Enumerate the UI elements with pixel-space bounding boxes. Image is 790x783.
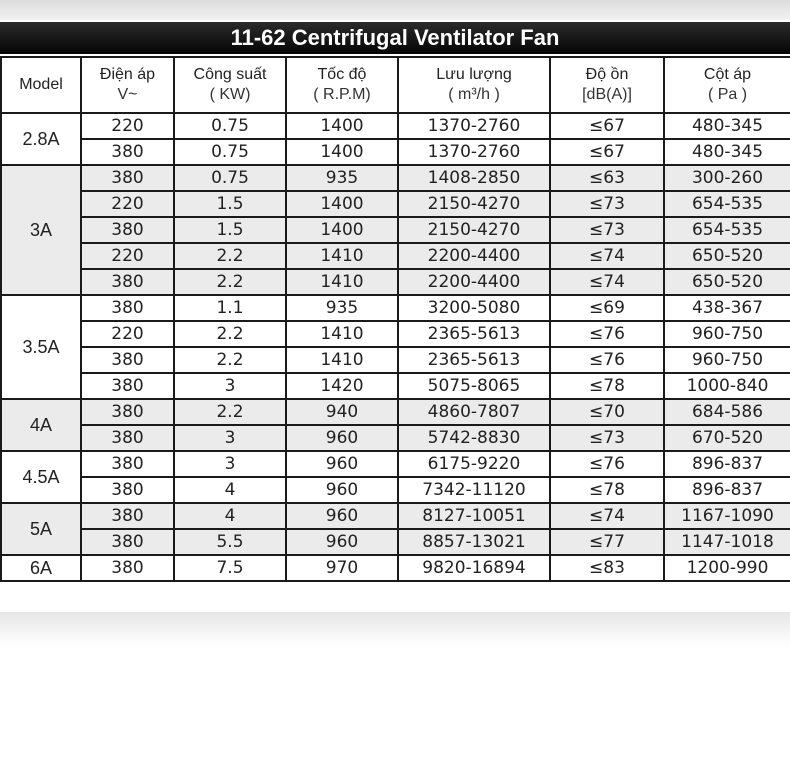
power-cell: 2.2 <box>174 321 286 347</box>
model-cell: 3A <box>1 165 81 295</box>
power-cell: 1.1 <box>174 295 286 321</box>
airflow-cell: 1408-2850 <box>398 165 550 191</box>
voltage-cell: 380 <box>81 477 174 503</box>
noise-cell: ≤73 <box>550 217 664 243</box>
table-row <box>1 217 790 243</box>
noise-cell: ≤76 <box>550 451 664 477</box>
noise-cell: ≤67 <box>550 113 664 139</box>
voltage-cell: 380 <box>81 269 174 295</box>
pressure-cell: 480-345 <box>664 113 790 139</box>
model-cell: 4A <box>1 399 81 451</box>
speed-cell: 1400 <box>286 113 398 139</box>
spec-table-body <box>1 113 790 581</box>
voltage-cell: 380 <box>81 503 174 529</box>
header-noise-label: Độ ồn <box>585 66 629 83</box>
speed-cell: 1400 <box>286 191 398 217</box>
header-noise <box>550 57 664 113</box>
speed-cell: 1400 <box>286 217 398 243</box>
pressure-cell: 1167-1090 <box>664 503 790 529</box>
pressure-cell: 960-750 <box>664 321 790 347</box>
table-row <box>1 477 790 503</box>
noise-cell: ≤78 <box>550 477 664 503</box>
noise-cell: ≤76 <box>550 321 664 347</box>
voltage-cell: 380 <box>81 347 174 373</box>
header-speed <box>286 57 398 113</box>
speed-cell: 935 <box>286 165 398 191</box>
noise-cell: ≤73 <box>550 425 664 451</box>
noise-cell: ≤73 <box>550 191 664 217</box>
airflow-cell: 2150-4270 <box>398 217 550 243</box>
pressure-cell: 650-520 <box>664 269 790 295</box>
power-cell: 2.2 <box>174 243 286 269</box>
header-model-label: Model <box>19 76 63 93</box>
voltage-cell: 380 <box>81 139 174 165</box>
power-cell: 2.2 <box>174 399 286 425</box>
voltage-cell: 220 <box>81 321 174 347</box>
voltage-cell: 220 <box>81 113 174 139</box>
table-row <box>1 113 790 139</box>
header-speed-unit: ( R.P.M) <box>313 86 371 103</box>
header-voltage <box>81 57 174 113</box>
power-cell: 2.2 <box>174 347 286 373</box>
spec-table <box>0 56 790 582</box>
voltage-cell: 380 <box>81 165 174 191</box>
voltage-cell: 220 <box>81 191 174 217</box>
table-row <box>1 191 790 217</box>
pressure-cell: 438-367 <box>664 295 790 321</box>
table-row <box>1 269 790 295</box>
header-speed-label: Tốc độ <box>317 66 367 83</box>
pressure-cell: 654-535 <box>664 191 790 217</box>
airflow-cell: 2365-5613 <box>398 321 550 347</box>
airflow-cell: 9820-16894 <box>398 555 550 581</box>
speed-cell: 960 <box>286 477 398 503</box>
airflow-cell: 8857-13021 <box>398 529 550 555</box>
model-cell: 4.5A <box>1 451 81 503</box>
airflow-cell: 4860-7807 <box>398 399 550 425</box>
header-pressure-label: Cột áp <box>703 66 752 83</box>
power-cell: 0.75 <box>174 139 286 165</box>
table-title: 11-62 Centrifugal Ventilator Fan <box>0 22 790 54</box>
airflow-cell: 2150-4270 <box>398 191 550 217</box>
pressure-cell: 670-520 <box>664 425 790 451</box>
airflow-cell: 8127-10051 <box>398 503 550 529</box>
voltage-cell: 380 <box>81 399 174 425</box>
header-voltage-label: Điện áp <box>99 66 156 83</box>
airflow-cell: 2200-4400 <box>398 243 550 269</box>
table-row <box>1 399 790 425</box>
table-row <box>1 139 790 165</box>
noise-cell: ≤76 <box>550 347 664 373</box>
pressure-cell: 480-345 <box>664 139 790 165</box>
speed-cell: 960 <box>286 529 398 555</box>
power-cell: 4 <box>174 503 286 529</box>
header-power-label: Công suất <box>193 66 267 83</box>
airflow-cell: 7342-11120 <box>398 477 550 503</box>
noise-cell: ≤70 <box>550 399 664 425</box>
airflow-cell: 1370-2760 <box>398 113 550 139</box>
header-power <box>174 57 286 113</box>
header-row <box>1 57 790 113</box>
speed-cell: 960 <box>286 503 398 529</box>
header-airflow-unit: ( m³/h ) <box>448 86 500 103</box>
header-noise-unit: [dB(A)] <box>582 86 632 103</box>
airflow-cell: 2365-5613 <box>398 347 550 373</box>
header-airflow <box>398 57 550 113</box>
pressure-cell: 1000-840 <box>664 373 790 399</box>
noise-cell: ≤74 <box>550 269 664 295</box>
table-row <box>1 373 790 399</box>
voltage-cell: 380 <box>81 451 174 477</box>
noise-cell: ≤77 <box>550 529 664 555</box>
pressure-cell: 896-837 <box>664 451 790 477</box>
power-cell: 1.5 <box>174 191 286 217</box>
power-cell: 7.5 <box>174 555 286 581</box>
pressure-cell: 896-837 <box>664 477 790 503</box>
header-pressure <box>664 57 790 113</box>
power-cell: 3 <box>174 425 286 451</box>
power-cell: 2.2 <box>174 269 286 295</box>
pressure-cell: 1147-1018 <box>664 529 790 555</box>
table-row <box>1 321 790 347</box>
speed-cell: 1410 <box>286 269 398 295</box>
speed-cell: 960 <box>286 451 398 477</box>
power-cell: 0.75 <box>174 165 286 191</box>
speed-cell: 935 <box>286 295 398 321</box>
header-airflow-label: Lưu lượng <box>436 66 512 83</box>
header-power-unit: ( KW) <box>209 86 251 103</box>
speed-cell: 970 <box>286 555 398 581</box>
model-cell: 5A <box>1 503 81 555</box>
noise-cell: ≤83 <box>550 555 664 581</box>
header-voltage-unit: V~ <box>117 86 138 103</box>
model-cell: 2.8A <box>1 113 81 165</box>
noise-cell: ≤69 <box>550 295 664 321</box>
noise-cell: ≤74 <box>550 243 664 269</box>
noise-cell: ≤78 <box>550 373 664 399</box>
pressure-cell: 684-586 <box>664 399 790 425</box>
speed-cell: 940 <box>286 399 398 425</box>
header-pressure-unit: ( Pa ) <box>707 86 748 103</box>
table-row <box>1 503 790 529</box>
speed-cell: 1410 <box>286 347 398 373</box>
power-cell: 4 <box>174 477 286 503</box>
table-row <box>1 295 790 321</box>
table-row <box>1 347 790 373</box>
pressure-cell: 650-520 <box>664 243 790 269</box>
airflow-cell: 5742-8830 <box>398 425 550 451</box>
pressure-cell: 300-260 <box>664 165 790 191</box>
airflow-cell: 6175-9220 <box>398 451 550 477</box>
power-cell: 5.5 <box>174 529 286 555</box>
table-row <box>1 243 790 269</box>
bottom-shadow <box>0 612 790 650</box>
header-model <box>1 57 81 113</box>
noise-cell: ≤63 <box>550 165 664 191</box>
voltage-cell: 380 <box>81 295 174 321</box>
pressure-cell: 1200-990 <box>664 555 790 581</box>
power-cell: 1.5 <box>174 217 286 243</box>
power-cell: 3 <box>174 451 286 477</box>
power-cell: 0.75 <box>174 113 286 139</box>
model-cell: 6A <box>1 555 81 581</box>
voltage-cell: 380 <box>81 217 174 243</box>
airflow-cell: 5075-8065 <box>398 373 550 399</box>
power-cell: 3 <box>174 373 286 399</box>
top-background-fade <box>0 0 790 22</box>
pressure-cell: 654-535 <box>664 217 790 243</box>
speed-cell: 1410 <box>286 321 398 347</box>
pressure-cell: 960-750 <box>664 347 790 373</box>
voltage-cell: 380 <box>81 555 174 581</box>
noise-cell: ≤67 <box>550 139 664 165</box>
speed-cell: 1400 <box>286 139 398 165</box>
voltage-cell: 380 <box>81 425 174 451</box>
model-cell: 3.5A <box>1 295 81 399</box>
table-row <box>1 425 790 451</box>
speed-cell: 1410 <box>286 243 398 269</box>
airflow-cell: 1370-2760 <box>398 139 550 165</box>
speed-cell: 960 <box>286 425 398 451</box>
table-row <box>1 165 790 191</box>
table-row <box>1 529 790 555</box>
voltage-cell: 220 <box>81 243 174 269</box>
airflow-cell: 2200-4400 <box>398 269 550 295</box>
speed-cell: 1420 <box>286 373 398 399</box>
airflow-cell: 3200-5080 <box>398 295 550 321</box>
table-row <box>1 555 790 581</box>
noise-cell: ≤74 <box>550 503 664 529</box>
voltage-cell: 380 <box>81 529 174 555</box>
table-row <box>1 451 790 477</box>
voltage-cell: 380 <box>81 373 174 399</box>
